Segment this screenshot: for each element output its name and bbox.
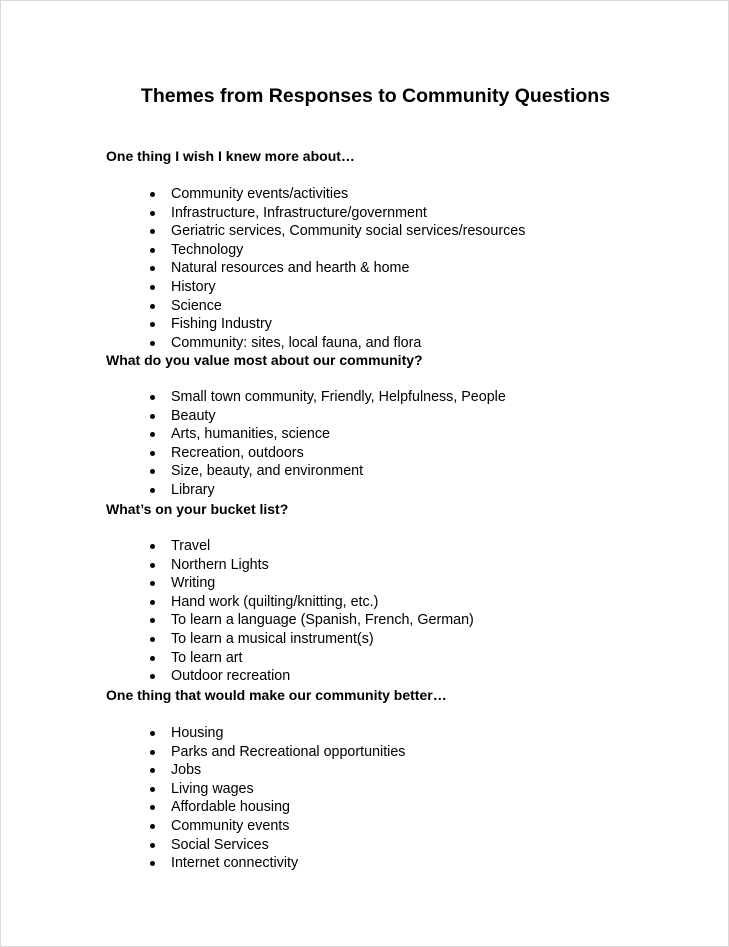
list-item-text: Community: sites, local fauna, and flora — [171, 334, 422, 351]
list-item-text: To learn art — [171, 649, 243, 666]
list-item-text: Science — [171, 297, 222, 314]
bullet-icon — [150, 600, 155, 605]
bullet-icon — [150, 824, 155, 829]
bullet-icon — [150, 451, 155, 456]
bullet-icon — [150, 731, 155, 736]
section-bucket-list — [106, 500, 706, 686]
list-item — [106, 611, 706, 630]
bullet-icon — [150, 637, 155, 642]
list-item — [106, 743, 706, 762]
list-item — [106, 407, 706, 426]
list-item — [106, 798, 706, 817]
list-item — [106, 556, 706, 575]
bullet-icon — [150, 266, 155, 271]
bullet-icon — [150, 843, 155, 848]
list-item-text: Small town community, Friendly, Helpfulness, People — [171, 389, 506, 405]
bullet-icon — [150, 432, 155, 437]
bullet-icon — [150, 563, 155, 568]
list-item-text: Community events — [171, 817, 290, 834]
list-item-text: Recreation, outdoors — [171, 444, 304, 461]
list-item — [106, 388, 706, 407]
bullet-icon — [150, 395, 155, 400]
list-item-text: Parks and Recreational opportunities — [171, 743, 406, 760]
list-item — [106, 222, 706, 241]
bullet-icon — [150, 211, 155, 216]
list-item-text: Writing — [171, 575, 216, 592]
list-item-text: Internet connectivity — [171, 855, 299, 872]
list-item-text: Size, beauty, and environment — [171, 463, 364, 480]
bullet-icon — [150, 787, 155, 792]
bullet-icon — [150, 656, 155, 661]
list-item-text: Community events/activities — [171, 186, 349, 202]
list-item — [106, 241, 706, 260]
list-item — [106, 667, 706, 686]
document-title: Themes from Responses to Community Questions — [140, 85, 611, 107]
list-item — [106, 259, 706, 278]
list-item — [106, 817, 706, 836]
list-item — [106, 444, 706, 463]
list-item-text: Travel — [171, 538, 211, 554]
list-item — [106, 593, 706, 612]
list-item-text: Geriatric services, Community social services/resources — [171, 223, 526, 240]
bullet-icon — [150, 192, 155, 197]
list-item-text: Natural resources and hearth & home — [171, 260, 410, 277]
list-item — [106, 649, 706, 668]
bullet-icon — [150, 488, 155, 493]
bullet-icon — [150, 341, 155, 346]
list-item-text: To learn a musical instrument(s) — [171, 630, 374, 647]
section-heading: What’s on your bucket list? — [106, 501, 289, 517]
list-item-text: Outdoor recreation — [171, 668, 291, 685]
list-item-text: Jobs — [171, 762, 202, 779]
list-item — [106, 204, 706, 223]
bullet-icon — [150, 674, 155, 679]
list-item-text: Arts, humanities, science — [171, 426, 330, 443]
bullet-icon — [150, 544, 155, 549]
list-item — [106, 724, 706, 743]
section-heading: One thing I wish I knew more about… — [106, 148, 355, 164]
section-heading: What do you value most about our community? — [106, 352, 423, 368]
item-list — [106, 388, 706, 500]
list-item — [106, 297, 706, 316]
list-item-text: Infrastructure, Infrastructure/government — [171, 204, 427, 221]
list-item — [106, 761, 706, 780]
list-item — [106, 481, 706, 500]
list-item-text: Technology — [171, 241, 244, 258]
list-item-text: Library — [171, 481, 215, 498]
section-community-better — [106, 686, 706, 873]
bullet-icon — [150, 861, 155, 866]
section-wish-knew-more — [106, 147, 706, 352]
list-item-text: Affordable housing — [171, 799, 290, 816]
list-item — [106, 278, 706, 297]
bullet-icon — [150, 322, 155, 327]
list-item — [106, 334, 706, 353]
list-item — [106, 425, 706, 444]
bullet-icon — [150, 248, 155, 253]
bullet-icon — [150, 805, 155, 810]
bullet-icon — [150, 768, 155, 773]
list-item — [106, 836, 706, 855]
list-item — [106, 315, 706, 334]
item-list — [106, 724, 706, 873]
list-item — [106, 780, 706, 799]
section-value-most — [106, 351, 706, 500]
bullet-icon — [150, 469, 155, 474]
list-item-text: Hand work (quilting/knitting, etc.) — [171, 593, 379, 610]
list-item-text: To learn a language (Spanish, French, German) — [171, 612, 474, 629]
bullet-icon — [150, 229, 155, 234]
item-list — [106, 185, 706, 352]
bullet-icon — [150, 618, 155, 623]
item-list — [106, 537, 706, 686]
list-item-text: Fishing Industry — [171, 316, 272, 333]
list-item — [106, 630, 706, 649]
list-item — [106, 854, 706, 873]
list-item — [106, 185, 706, 204]
bullet-icon — [150, 414, 155, 419]
section-heading: One thing that would make our community better… — [106, 687, 447, 703]
list-item — [106, 537, 706, 556]
bullet-icon — [150, 304, 155, 309]
list-item-text: Beauty — [171, 407, 216, 424]
list-item — [106, 574, 706, 593]
list-item-text: History — [171, 278, 216, 295]
list-item-text: Northern Lights — [171, 556, 269, 573]
list-item-text: Social Services — [171, 836, 269, 853]
bullet-icon — [150, 750, 155, 755]
list-item — [106, 462, 706, 481]
list-item-text: Living wages — [171, 780, 254, 797]
bullet-icon — [150, 285, 155, 290]
bullet-icon — [150, 581, 155, 586]
list-item-text: Housing — [171, 725, 224, 741]
